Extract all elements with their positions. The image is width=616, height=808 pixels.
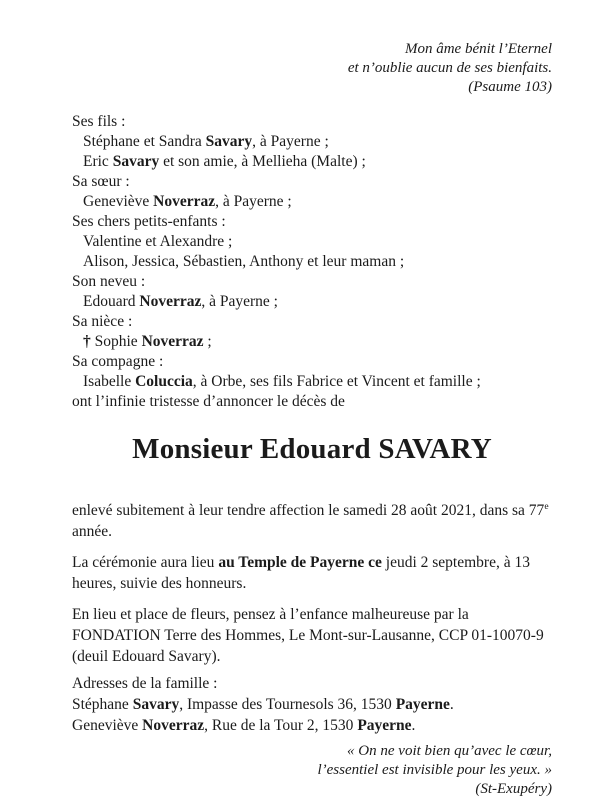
text: ont l’infinie tristesse d’annoncer le décès de xyxy=(72,393,345,410)
text: Stéphane xyxy=(72,696,133,713)
text: Geneviève xyxy=(72,717,143,734)
paragraph xyxy=(72,500,552,542)
bold-text: † xyxy=(83,333,95,350)
text: Mon âme bénit l’Eternel xyxy=(404,41,552,57)
text: . xyxy=(411,717,416,734)
text-line xyxy=(72,59,552,78)
text-line xyxy=(72,694,552,715)
bold-text: Noverraz xyxy=(141,333,204,350)
bold-text: Savary xyxy=(112,153,160,170)
text: Geneviève xyxy=(83,193,154,210)
text: , Rue de la Tour 2, 1530 xyxy=(204,717,358,734)
family-list xyxy=(72,112,552,412)
text: enlevé subitement à leur tendre affection le samedi 28 août 2021, dans sa 77 xyxy=(72,502,545,519)
text-line xyxy=(72,112,552,132)
text-line xyxy=(72,152,552,172)
text-line xyxy=(72,761,552,780)
text-line xyxy=(72,372,552,392)
text-line xyxy=(72,715,552,736)
text: e xyxy=(544,500,549,512)
deceased-name-title: Monsieur Edouard SAVARY xyxy=(132,433,492,465)
text: , à Orbe, ses fils Fabrice et Vincent et famille ; xyxy=(192,373,481,390)
bold-text: Noverraz xyxy=(139,293,202,310)
opening-psalm-quote xyxy=(72,40,552,97)
bold-text: Coluccia xyxy=(135,373,193,390)
bold-text: Payerne xyxy=(395,696,450,713)
text: Alison, Jessica, Sébastien, Anthony et leur maman ; xyxy=(83,253,405,270)
text: , à Payerne ; xyxy=(252,133,329,150)
bold-text: Savary xyxy=(132,696,180,713)
text-line xyxy=(72,780,552,799)
text: année. xyxy=(72,523,113,540)
text-line xyxy=(72,332,552,352)
text: , à Payerne ; xyxy=(201,293,278,310)
bold-text: Payerne xyxy=(357,717,412,734)
family-addresses xyxy=(72,673,552,736)
text: Eric xyxy=(83,153,113,170)
text: Ses chers petits-enfants : xyxy=(72,213,226,230)
text: Isabelle xyxy=(83,373,136,390)
closing-exupery-quote xyxy=(72,742,552,799)
text: Son neveu : xyxy=(72,273,146,290)
text-line xyxy=(72,252,552,272)
text-line xyxy=(72,272,552,292)
text-line xyxy=(72,673,552,694)
text: . xyxy=(449,696,454,713)
text: « On ne voit bien qu’avec le cœur, xyxy=(347,743,552,759)
text: Adresses de la famille : xyxy=(72,675,218,692)
text: Stéphane et Sandra xyxy=(83,133,206,150)
paragraph xyxy=(72,604,552,667)
text-line xyxy=(72,78,552,97)
text-line xyxy=(72,40,552,59)
text-line xyxy=(72,132,552,152)
text-line xyxy=(72,392,552,412)
text-line xyxy=(72,212,552,232)
text: Valentine et Alexandre ; xyxy=(83,233,233,250)
text: Edouard xyxy=(83,293,140,310)
text: En lieu et place de fleurs, pensez à l’enfance malheureuse par la FONDATION Terre des Hommes, Le Mont-sur-Lausanne, CCP 01-10070-9 (deuil Edouard Savary). xyxy=(72,606,544,665)
text: (Psaume 103) xyxy=(468,79,552,95)
text: Sa nièce : xyxy=(72,313,133,330)
text: et n’oublie aucun de ses bienfaits. xyxy=(347,60,552,76)
text: Sa compagne : xyxy=(72,353,164,370)
text-line xyxy=(72,172,552,192)
text: Sa sœur : xyxy=(72,173,130,190)
text: , à Payerne ; xyxy=(215,193,292,210)
bold-text: Noverraz xyxy=(153,193,216,210)
text: et son amie, à Mellieha (Malte) ; xyxy=(159,153,366,170)
text: La cérémonie aura lieu xyxy=(72,554,219,571)
announcement-paragraphs xyxy=(72,500,552,667)
text: jeudi 2 septembre, à 13 heures, suivie des honneurs. xyxy=(72,554,530,592)
text-line xyxy=(72,192,552,212)
text: , Impasse des Tournesols 36, 1530 xyxy=(179,696,396,713)
text-line xyxy=(72,742,552,761)
text: Sophie xyxy=(94,333,142,350)
text: Ses fils : xyxy=(72,113,126,130)
text: ; xyxy=(203,333,212,350)
paragraph xyxy=(72,552,552,594)
bold-text: Savary xyxy=(205,133,253,150)
text-line xyxy=(72,232,552,252)
text: l’essentiel est invisible pour les yeux. » xyxy=(317,762,552,778)
text-line xyxy=(72,352,552,372)
text-line xyxy=(72,312,552,332)
bold-text: au Temple de Payerne ce xyxy=(218,554,382,571)
bold-text: Noverraz xyxy=(142,717,205,734)
text-line xyxy=(72,292,552,312)
text: (St-Exupéry) xyxy=(475,781,552,797)
